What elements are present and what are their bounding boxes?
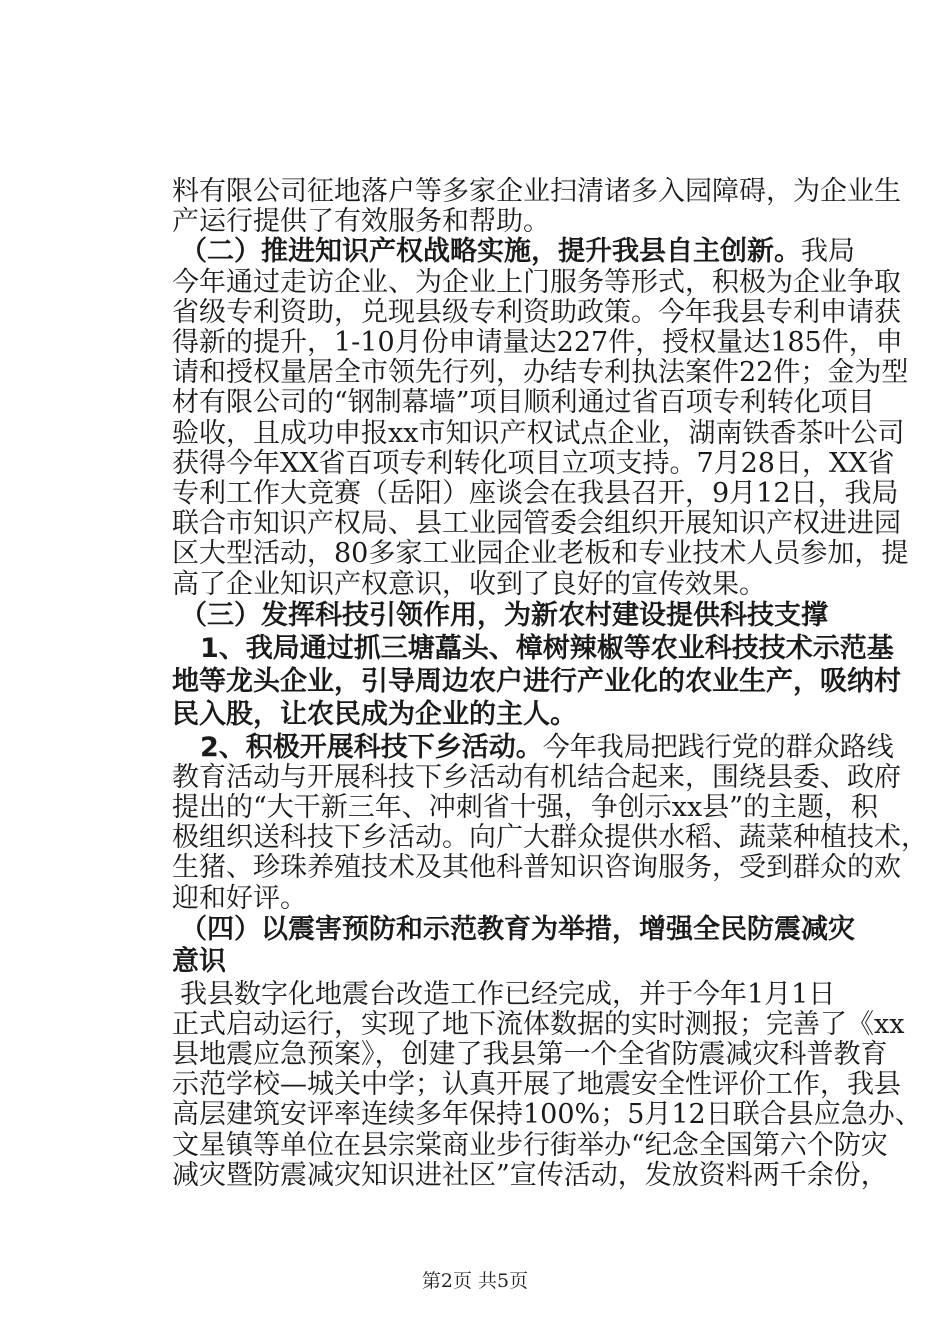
body-line: 高层建筑安评率连续多年保持100%；5月12日联合县应急办、: [172, 1099, 922, 1130]
body-line: 区大型活动，80多家工业园企业老板和专业技术人员参加，提: [172, 538, 909, 569]
body-line: 材有限公司的“钢制幕墙”项目顺利通过省百项专利转化项目: [172, 387, 875, 418]
body-line: 生猪、珍珠养殖技术及其他科普知识咨询服务，受到群众的欢: [172, 852, 901, 883]
body-line: 教育活动与开展科技下乡活动有机结合起来，围绕县委、政府: [172, 762, 901, 793]
section-four-heading: （四）以震害预防和示范教育为举措，增强全民防震减灾: [180, 914, 855, 945]
body-line: 高了企业知识产权意识，收到了良好的宣传效果。: [172, 569, 766, 600]
body-line: 获得今年XX省百项专利转化项目立项支持。7月28日，XX省: [172, 448, 895, 479]
section-four-heading-cont: 意识: [172, 946, 226, 977]
body-line: 得新的提升，1-10月份申请量达227件，授权量达185件，申: [172, 327, 903, 358]
body-line: 正式启动运行，实现了地下流体数据的实时测报；完善了《xx: [172, 1009, 905, 1040]
body-text: 我局: [801, 236, 855, 267]
body-line: 我县数字化地震台改造工作已经完成，并于今年1月1日: [180, 979, 836, 1010]
body-line: 产运行提供了有效服务和帮助。: [172, 206, 550, 237]
bold-body-line: 1、我局通过抓三塘藠头、樟树辣椒等农业科技技术示范基: [200, 633, 894, 664]
body-line: 联合市知识产权局、县工业园管委会组织开展知识产权进进园: [172, 508, 901, 539]
body-line: 县地震应急预案》，创建了我县第一个全省防震减灾科普教育: [172, 1039, 888, 1070]
bold-body-line: 地等龙头企业，引导周边农户进行产业化的农业生产，吸纳村: [172, 666, 901, 697]
body-line: 提出的“大干新三年、冲刺省十强，争创示xx县”的主题，积: [172, 792, 879, 823]
body-line: 减灾暨防震减灾知识进社区”宣传活动，发放资料两千余份，: [172, 1160, 888, 1191]
body-line: 文星镇等单位在县宗棠商业步行街举办“纪念全国第六个防灾: [172, 1130, 888, 1161]
section-three-heading: （三）发挥科技引领作用，为新农村建设提供科技支撑: [180, 600, 828, 631]
body-line: 料有限公司征地落户等多家企业扫清诸多入园障碍，为企业生: [172, 176, 901, 207]
body-line: 迎和好评。: [172, 883, 307, 914]
body-line: 验收，且成功申报xx市知识产权试点企业，湖南铁香茶叶公司: [172, 418, 905, 449]
item-two-heading: 2、积极开展科技下乡活动。: [200, 732, 543, 763]
body-line: 今年通过走访企业、为企业上门服务等形式，积极为企业争取: [172, 267, 901, 298]
body-line: 专利工作大竞赛（岳阳）座谈会在我县召开，9月12日，我局: [172, 478, 899, 509]
body-line: 示范学校—城关中学；认真开展了地震安全性评价工作，我县: [172, 1069, 901, 1100]
section-two-heading: （二）推进知识产权战略实施，提升我县自主创新。: [180, 236, 801, 267]
body-line: 请和授权量居全市领先行列，办结专利执法案件22件；金为型: [172, 357, 909, 388]
body-line: 极组织送科技下乡活动。向广大群众提供水稻、蔬菜种植技术，: [172, 822, 928, 853]
page-footer: 第2页 共5页: [421, 1270, 529, 1292]
body-line: 省级专利资助，兑现县级专利资助政策。今年我县专利申请获: [172, 297, 901, 328]
bold-body-line: 民入股，让农民成为企业的主人。: [172, 699, 577, 730]
body-text: 今年我局把践行党的群众路线: [542, 732, 894, 763]
section-two-line: [180, 236, 855, 268]
item-two-line: [200, 732, 894, 764]
